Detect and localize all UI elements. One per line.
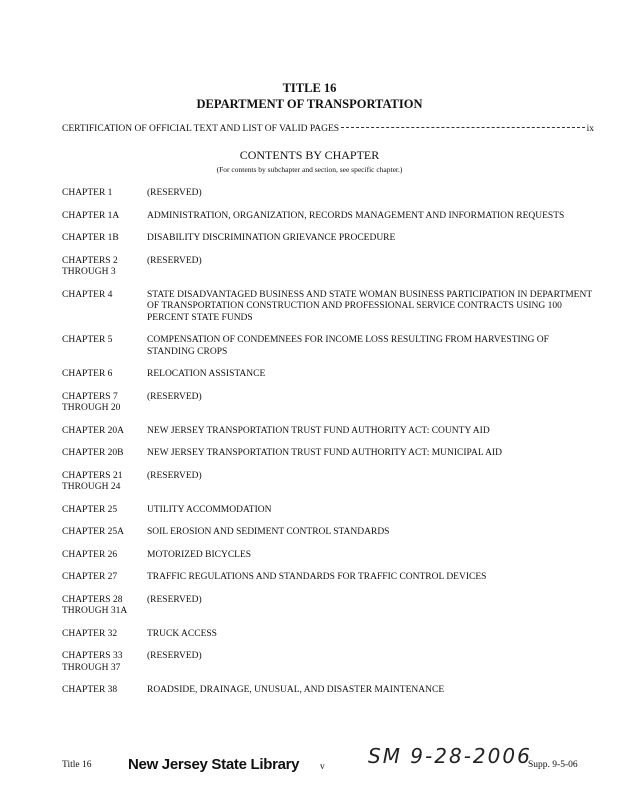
chapter-number: CHAPTERS 21 THROUGH 24 [62,470,123,492]
chapter-row [62,335,592,358]
document-title: TITLE 16 [282,81,337,95]
chapter-description: ROADSIDE, DRAINAGE, UNUSUAL, AND DISASTER MAINTENANCE [147,685,445,695]
chapter-row [62,550,592,562]
page-number: v [320,762,325,772]
chapter-row [62,651,592,674]
chapter-row [62,505,592,517]
chapter-number: CHAPTER 27 [62,572,118,582]
chapter-row [62,572,592,584]
chapter-number: CHAPTER 38 [62,685,118,695]
chapter-description: TRUCK ACCESS [147,628,217,639]
chapter-description: (RESERVED) [147,594,202,605]
certification-page: ix [586,124,594,134]
chapter-number: CHAPTER 1B [62,233,119,243]
chapter-row [62,685,592,697]
leader-dots [341,127,585,128]
supplement-date: Supp. 9-5-06 [528,760,578,770]
chapter-number: CHAPTER 32 [62,628,118,639]
chapter-row [62,233,592,245]
chapter-description: DISABILITY DISCRIMINATION GRIEVANCE PROCEDURE [147,233,396,243]
chapter-row [62,448,592,460]
chapter-number: CHAPTER 6 [62,369,113,379]
chapter-number: CHAPTER 1 [62,188,113,198]
certification-entry [62,124,594,134]
chapter-number: CHAPTERS 7 THROUGH 20 [62,391,121,413]
chapter-row [62,369,592,381]
contents-heading-block [0,148,619,174]
chapter-number: CHAPTER 25 [62,504,118,515]
chapter-description: (RESERVED) [147,255,202,266]
chapter-number: CHAPTER 20B [62,448,124,458]
chapter-number: CHAPTER 26 [62,549,118,560]
handwritten-date: SM 9-28-2006 [368,744,532,768]
chapter-number: CHAPTER 1A [62,210,120,221]
chapter-number: CHAPTERS 2 THROUGH 3 [62,255,118,277]
chapter-description: (RESERVED) [147,391,202,402]
chapter-row [62,211,592,223]
footer-title: Title 16 [62,760,92,770]
chapter-number: CHAPTER 5 [62,335,113,345]
chapter-description: ADMINISTRATION, ORGANIZATION, RECORDS MANAGEMENT AND INFORMATION REQUESTS [147,210,565,221]
chapter-description: TRAFFIC REGULATIONS AND STANDARDS FOR TRAFFIC CONTROL DEVICES [147,572,487,582]
chapter-number: CHAPTER 4 [62,289,113,300]
chapter-description: (RESERVED) [147,470,202,481]
chapter-description: UTILITY ACCOMMODATION [147,504,272,515]
chapter-row [62,256,592,279]
chapter-row [62,426,592,438]
chapter-number: CHAPTER 25A [62,527,125,537]
chapter-row [62,188,592,200]
chapter-description: NEW JERSEY TRANSPORTATION TRUST FUND AUTHORITY ACT: MUNICIPAL AID [147,448,503,458]
chapter-row [62,527,592,539]
chapter-list [62,188,592,708]
chapter-description: (RESERVED) [147,651,202,661]
chapter-description: RELOCATION ASSISTANCE [147,369,266,379]
library-stamp: New Jersey State Library [128,756,300,773]
title-block [0,80,619,112]
chapter-description: NEW JERSEY TRANSPORTATION TRUST FUND AUTHORITY ACT: COUNTY AID [147,425,490,436]
chapter-description: STATE DISADVANTAGED BUSINESS AND STATE WOMAN BUSINESS PARTICIPATION IN DEPARTMENT OF TRANSPORTATION CONSTRUCTION AND PROFESSIONAL SERVICE CONTRACTS USING 100 PERCENT STATE FUNDS [147,289,592,323]
chapter-row [62,392,592,415]
chapter-description: (RESERVED) [147,188,202,198]
chapter-description: MOTORIZED BICYCLES [147,549,252,560]
chapter-number: CHAPTERS 28 THROUGH 31A [62,594,128,616]
contents-note: (For contents by subchapter and section, see specific chapter.) [216,165,403,174]
document-subtitle: DEPARTMENT OF TRANSPORTATION [196,97,423,111]
chapter-row [62,471,592,494]
chapter-row [62,629,592,641]
chapter-row [62,290,592,325]
contents-heading: CONTENTS BY CHAPTER [239,148,380,162]
chapter-row [62,595,592,618]
chapter-number: CHAPTERS 33 THROUGH 37 [62,651,123,673]
chapter-description: COMPENSATION OF CONDEMNEES FOR INCOME LOSS RESULTING FROM HARVESTING OF STANDING CROPS [147,335,549,357]
certification-label: CERTIFICATION OF OFFICIAL TEXT AND LIST OF VALID PAGES [62,124,340,134]
chapter-number: CHAPTER 20A [62,425,125,436]
chapter-description: SOIL EROSION AND SEDIMENT CONTROL STANDARDS [147,527,390,537]
page-footer [0,744,619,792]
